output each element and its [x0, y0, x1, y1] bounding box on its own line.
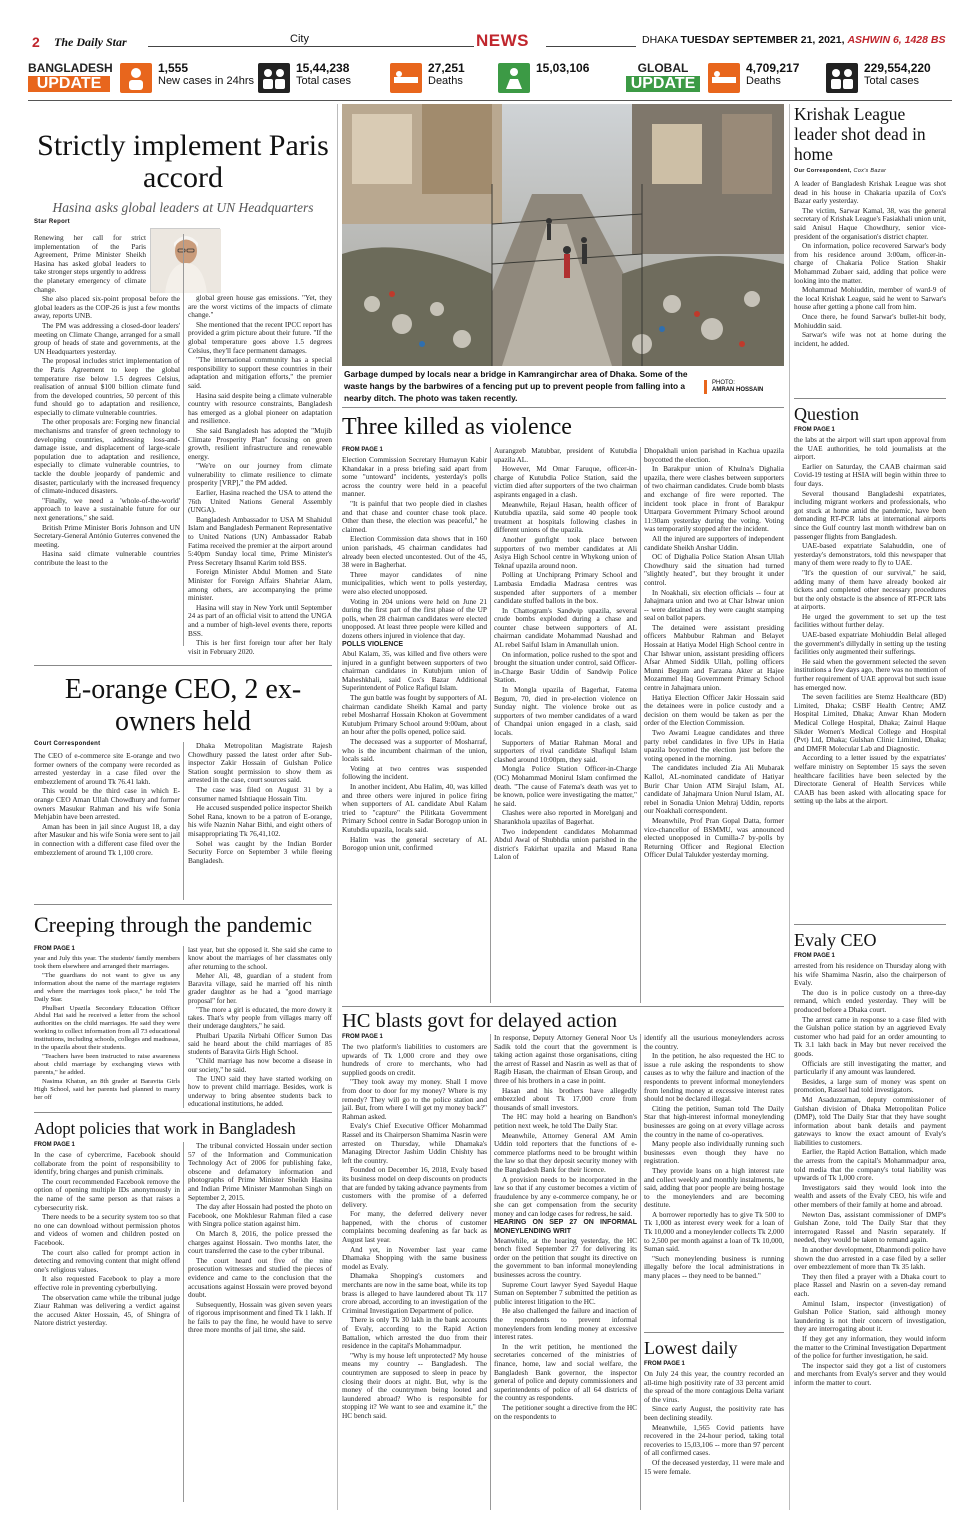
- three-killed-para: Halim was the general secretary of AL Borogop union unit, confirmed: [342, 834, 487, 853]
- question-para: UAE-based expatriate Mohiuddin Belal alleged the government's dillydally in setting up the testing facilities only augmented their sufferings.: [794, 630, 946, 657]
- three-killed-divider-1: [490, 447, 491, 1003]
- question-para: the labs at the airport will start upon approval from the UAE authorities, he told journalists at the airport.: [794, 435, 946, 462]
- hc-para: A borrower reportedly has to give Tk 500 to Tk 1,000 as interest every week for a loan of Tk 10,000 and a moneylender collects Tk 2,000 to 2,500 per month against a loan of Tk 10,000, Suman said.: [644, 1209, 784, 1254]
- adopt-para: Subsequently, Hossain was given seven years of rigorous imprisonment and fined Tk 1 lakh. If he fails to pay the fine, he would have to serve three more months of jail time, she said.: [188, 1299, 332, 1335]
- photo-caption: Garbage dumped by locals near a bridge in Kamrangirchar area of Dhaka. Some of the waste hangs by the barbwires of a fencing put up to prevent people from falling into a nearby ditch. The photo was taken recently.: [344, 369, 688, 403]
- global-cases-icon: [826, 63, 858, 93]
- three-killed-para: Meanwhile, Prof Pran Gopal Datta, former vice-chancellor of BSMMU, was announced elected unopposed in Cumilla-7 by-polls by Returning Officer and Regional Election Officer Dulal Talukder yesterday morning.: [644, 815, 784, 860]
- adopt-para: There needs to be a security system too so that no one can download without permission photos and videos of women and children posted on Facebook.: [34, 1212, 180, 1247]
- three-killed-para: The deceased was a supporter of Mosharraf, who is the incumbent chairman of the union, locals said.: [342, 737, 487, 764]
- question-para: He said when the government selected the seven institutions a few days ago, there was no mention of further requirement of UAE approval but such issue has emerged now.: [794, 656, 946, 692]
- creeping-col-divider: [183, 946, 184, 1108]
- three-killed-para: Two Awami League candidates and three party rebel candidates in five UPs in Hatia upazila boycotted the election just before the voting opened in the morning.: [644, 728, 784, 763]
- header-rule-left: [148, 46, 474, 47]
- evaly-para: The arrest came in response to a case filed with the Gulshan police station by an aggrieved Evaly customer who had paid for an order amounting to Tk 3.1 lakh back in May but never received the goods.: [794, 1014, 946, 1058]
- column-divider-right: [789, 104, 790, 1510]
- evaly-para: Investigators said they would look into the wealth and assets of the Evaly CEO, his wife and other members of their family at home and abroad.: [794, 1182, 946, 1210]
- creeping-col-2: [188, 946, 332, 1109]
- eorange-para: He accused suspended police inspector Sheikh Sohel Rana, known to be a patron of E-orange, his wife Naznin Nahar Bithi, and eight others of misappropriating Tk 76,41,102.: [188, 803, 332, 838]
- adopt-col-1: [34, 1151, 180, 1329]
- section-name: City: [290, 33, 309, 45]
- three-killed-para: Clashes were also reported in Morelganj and Sharankhola upazilas of Bagerhat.: [494, 808, 637, 826]
- column-divider-main: [337, 104, 338, 1510]
- three-killed-para: In Barakpur union of Khulna's Dighalia upazila, there were clashes between supporters of two chairman candidates. Crude bomb blasts and exchange of fire were reported. The incident took place in front of Barakpur Uttarpara Government Primary School around 11:30am yesterday during the voting. Voting was temporarily stopped after the incident.: [644, 464, 784, 534]
- question-headline: Question: [794, 404, 859, 424]
- evaly-para: arrested from his residence on Thursday along with his wife Shamima Nasrin, also the chairperson of Evaly.: [794, 961, 946, 988]
- hc-col-1: [342, 1043, 487, 1422]
- three-killed-col-3: [644, 447, 784, 861]
- hc-para: "They took away my money. Shall I move from door to door for my money? Where is my remedy? They will go to the police station and jail. But, from where I will get my money back?" Rahman asked.: [342, 1077, 487, 1121]
- dateline-date: TUESDAY SEPTEMBER 21, 2021,: [680, 34, 845, 46]
- adopt-para: The tribunal convicted Hossain under section 57 of the Information and Communication Technology Act of 2006 for publishing fake, obscene and defamatory information and photographs of Prime Minister Sheikh Hasina and Indian Prime Minister Manmohan Singh on September 2, 2015.: [188, 1141, 332, 1202]
- stat-total-cases: [296, 62, 351, 88]
- lowest-para: Since early August, the positivity rate has been declining steadily.: [644, 1404, 784, 1422]
- bd-label-1: BANGLADESH: [28, 61, 113, 75]
- paris-para: Foreign Minister Abdul Momen and State Minister for Foreign Affairs Shahriar Alam, among others, are accompanying the prime minister.: [188, 567, 332, 603]
- question-from-page: FROM PAGE 1: [794, 427, 835, 433]
- eorange-headline: E-orange CEO, 2 ex-owners held: [64, 674, 302, 737]
- three-killed-para: Voting at two centres was suspended following the incident.: [342, 763, 487, 782]
- hc-para: Dhamaka Shopping's customers and merchants are now in the same boat, while its top brass is alleged to have laundered about Tk 117 crore abroad, according to an investigation of the Criminal Investigation Department of police.: [342, 1271, 487, 1315]
- paris-byline: Star Report: [34, 219, 70, 225]
- creeping-para: "The more a girl is educated, the more dowry it takes. That's why people from villages marry off their underage daughters," he said.: [188, 1005, 332, 1031]
- three-killed-para: Hatiya Election Officer Jakir Hossain said the detainees were in police custody and a decision on them would be taken as per the order of the Election Commission.: [644, 692, 784, 728]
- paris-para: "Finally, we need a 'whole-of-the-world' approach to leave a sustainable future for our next generations," she said.: [34, 495, 180, 522]
- section-rule: [34, 665, 332, 666]
- adopt-para: On March 8, 2016, the police pressed the charges against Hossain. Two months later, the court transferred the case to the cyber tribunal.: [188, 1228, 332, 1256]
- paris-deck: Hasina asks global leaders at UN Headquarters: [52, 200, 314, 215]
- adopt-para: The day after Hossain had posted the photo on Facebook, one Mokhlesur Rahman filed a case with Singra police station against him.: [188, 1202, 332, 1229]
- section-rule: [34, 904, 332, 905]
- krishak-para: A leader of Bangladesh Krishak League was shot dead in his house in Chakaria upazila of Cox's Bazar early yesterday.: [794, 179, 946, 206]
- adopt-col-2: [188, 1142, 332, 1336]
- stat-global-deaths-label: Deaths: [746, 75, 781, 87]
- gl-label-2: UPDATE: [626, 76, 700, 92]
- eorange-para: The CEO of e-commerce site E-orange and two former owners of the company were recorded as arrested yesterday in a case filed over the embezzlement of around Tk 76.41 lakh.: [34, 751, 180, 786]
- paris-para: The PM was addressing a closed-door leaders' meeting on Climate Change, arranged for a small group of heads of state and governments, at the UN Headquarters yesterday.: [34, 320, 180, 356]
- question-para: Several thousand Bangladeshi expatriates, including migrant workers and professionals, who got stuck at home amid the pandemic, have been demanding RT-PCR labs at international airports since the Gulf country last month withdrew ban on passenger flights from Bangladesh.: [794, 488, 946, 541]
- dateline-bangla: ASHWIN 6, 1428 BS: [847, 34, 946, 46]
- paris-para: This is her first foreign tour after her Italy visit in February 2020.: [188, 638, 332, 656]
- question-para: According to a letter issued by the expatriates' welfare ministry on September 15 says the seven healthcare facilities have been selected by the Directorate General of Health Services while CAAB has been asked with allocating space for setting up the labs at the airport.: [794, 753, 946, 806]
- section-rule: [342, 407, 784, 408]
- hc-para: There is only Tk 30 lakh in the bank accounts of Evaly, according to the Rapid Action Battalion, which arrested the duo from their residence in the capital's Mohammadpur.: [342, 1315, 487, 1351]
- paris-para: Bangladesh Ambassador to USA M Shahidul Islam and Bangladesh Permanent Representative to United Nations (UN) Ambassador Rabab Fatima received the premier at the airport around 5:40pm Sunday local time, Prime Minister's Press Secretary Ihsanul Karim told BSS.: [188, 514, 332, 567]
- three-killed-divider-2: [640, 447, 641, 1003]
- bd-label-2: UPDATE: [28, 76, 110, 92]
- krishak-headline: Krishak League leader shot dead in home: [794, 104, 926, 164]
- adopt-para: The observation came while the tribunal judge Ziaur Rahman was delivering a verdict against the accused Akter Hossain, 45, of Shingra of Natore district yesterday.: [34, 1292, 180, 1328]
- eorange-col-2: [188, 742, 332, 866]
- hearing-subhead: HEARING ON SEP 27 ON INFORMAL MONEYLENDING WRIT: [494, 1219, 637, 1236]
- hc-para: identify all the usurious moneylenders across the country.: [644, 1033, 784, 1051]
- three-killed-para: Aurangzeb Matubbar, president of Kutubdia upazila AL.: [494, 446, 637, 464]
- dateline: [642, 34, 946, 46]
- hc-para: Many people also individually running such businesses even though they have no registration.: [644, 1139, 784, 1166]
- section-rule: [794, 398, 946, 399]
- three-killed-para: Dhopakhali union parishad in Kachua upazila boycotted the election.: [644, 446, 784, 464]
- paris-para: "The international community has a special responsibility to support these countries in their adaptation and mitigation efforts," the premier said.: [188, 355, 332, 390]
- paris-para: global green house gas emissions. "Yet, they are the worst victims of the impacts of climate change.": [188, 293, 332, 320]
- three-killed-para: However, Md Omar Faruque, officer-in-charge of Kutubdia Police Station, said the victim died after supporters of the two chairman aspirants engaged in a clash.: [494, 464, 637, 499]
- creeping-para: last year, but she opposed it. She said she came to know about the marriages of her classmates only after returning to the school.: [188, 946, 332, 971]
- hc-para: For many, the deferred delivery never happened, with the chorus of customer complaints becoming deafening as far back as August last year.: [342, 1209, 487, 1245]
- three-killed-para: In Chattogram's Sandwip upazila, several crude bombs exploded during a chase and counter chase between supporters of AL chairman candidate Mohammad Naushad and AL rebel Saiful Islam in Amanullah union.: [494, 605, 637, 650]
- three-killed-para: The gun battle was fought by supporters of AL chairman candidate Sheikh Kamal and party rebel Mosharraf Hossain Khokon at Government Kutubjum Primary School around 9:00am, about an hour after the polls opened, police said.: [342, 693, 487, 737]
- evaly-headline: Evaly CEO: [794, 930, 877, 950]
- stat-total-cases-label: Total cases: [296, 75, 352, 87]
- section-rule: [794, 924, 946, 925]
- evaly-para: Md Asaduzzaman, deputy commissioner of Gulshan division of Dhaka Metropolitan Police (DMP), told The Daily Star that they have sought information about bank details and payment gateways to know the exact amount of Evaly's liabilities to customers.: [794, 1094, 946, 1147]
- adopt-para: The court recommended Facebook remove the option of opening multiple IDs anonymously in the name of the same person as that raises a cybersecurity risk.: [34, 1176, 180, 1212]
- lowest-para: Meanwhile, 1,565 Covid patients have recovered in the 24-hour period, taking total recoveries to 15,03,106 -- more than 97 percent of all confirmed cases.: [644, 1422, 784, 1458]
- eorange-col-divider: [183, 742, 184, 900]
- hc-para: Citing the petition, Suman told The Daily Star that high-interest informal moneylending businesses are going on at every village across the country in the name of co-operatives.: [644, 1103, 784, 1139]
- three-killed-para: Mongla Police Station Officer-in-Charge (OC) Mohammad Monirul Islam confirmed the death. "The cause of Fatema's death was yet to be known, police were investigating the matter," he said.: [494, 764, 637, 808]
- global-update-label: [626, 60, 700, 96]
- evaly-para: Earlier, the Rapid Action Battalion, which made the arrests from the capital's Mohammadpur area, told media that the company's total liability was upwards of Tk 1,000 crore.: [794, 1147, 946, 1183]
- section-rule: [342, 1006, 784, 1007]
- evaly-from-page: FROM PAGE 1: [794, 953, 835, 959]
- photo-credit-label: PHOTO:: [712, 380, 735, 386]
- adopt-from-page: FROM PAGE 1: [34, 1142, 75, 1148]
- hc-para: He also challenged the failure and inaction of the respondents to prevent informal moneylenders from lending money at excessive interest rates.: [494, 1306, 637, 1342]
- stat-global-cases-value: 229,554,220: [864, 61, 931, 75]
- krishak-byline-a: Our Correspondent,: [794, 168, 852, 174]
- krishak-para: Sarwar's wife was not at home during the incident, he added.: [794, 330, 946, 348]
- creeping-para: "Child marriage has now become a disease in our society," he said.: [188, 1057, 332, 1074]
- stat-new-cases-label: New cases in 24hrs: [158, 75, 254, 87]
- adopt-para: The court heard out five of the nine prosecution witnesses and studied the pieces of evidence and came to the conclusion that the accusations against Hossain were proved beyond doubt.: [188, 1255, 332, 1300]
- eorange-para: This would be the third case in which E-orange CEO Aman Ullah Chowdhury and former owners Masukur Rahman and his wife Sonia Mehjabin have been arrested.: [34, 786, 180, 822]
- paris-para: Renewing her call for strict implementation of the Paris Agreement, Prime Minister Sheikh Hasina has asked global leaders to take stronger steps urgently to address the planetary emergency of climate change.: [34, 233, 146, 294]
- three-killed-para: The detained were assistant presiding officers Mahbubur Rahman and Belayet Hossain at Hatiya Model High School centre in Char Ishwar union, assistant presiding officers Afsar Ahmed Siddik Ullah, polling officers Munni Begum and Farzana Akter at Hajee Mozammel Haq Government Primary School centre in Jahajmara union.: [644, 622, 784, 693]
- hc-para: They provide loans on a high interest rate and collect weekly and monthly instalments, he said, adding that poor people are being hostage to the moneylenders and are becoming destitute.: [644, 1165, 784, 1210]
- paris-col-2: [188, 294, 332, 657]
- paris-para: Earlier, Hasina reached the USA to attend the 76th United Nations General Assembly (UNGA).: [188, 488, 332, 515]
- krishak-para: The victim, Sarwar Kamal, 38, was the general secretary of Krishak League's Fasiakhali union unit, said Anisul Haque Chowdhury, senior vice-president of the organisation's district chapter.: [794, 205, 946, 241]
- question-para: UAE-based expatriate Salahuddin, one of yesterday's demonstrators, told this newspaper that many of them were ready to fly to UAE.: [794, 541, 946, 568]
- header-rule-right: [546, 46, 636, 47]
- stat-deaths-label: Deaths: [428, 75, 463, 87]
- three-killed-para: "It is painful that two people died in clashes and that chase and counter chase took place. Other than these, the election was peaceful," he claimed.: [342, 498, 487, 534]
- three-killed-para: Voting in 204 unions were held on June 21 during the first part of the first phase of the UP polls, when 28 chairman candidates were elected unopposed. At least three people were killed and dozens others injured in violence that day.: [342, 596, 487, 640]
- paris-para: The proposal includes strict implementation of the Paris Agreement to keep the global temperature rise below 1.5 degrees Celsius, realisation of annual $100 billion climate fund from the developed countries, 50 percent of this fund should go to adaptation and resilience, especially to climate vulnerable countries.: [34, 356, 180, 417]
- hc-para: In response, Deputy Attorney General Noor Us Sadik told the court that the government is taking action against those organisations, citing the arrest of Rassel and Nasrin as well as that of Ragib Hasan, the chairman of Ehsan Group, and three of his brothers in a case in point.: [494, 1033, 637, 1085]
- recoveries-icon: [498, 63, 530, 93]
- krishak-byline-b: Cox's Bazar: [853, 168, 887, 174]
- paris-para: She mentioned that the recent IPCC report has provided a grim picture about their future. "If the global temperature goes above 1.5 degrees Celsius, they'll face permanent damages.: [188, 319, 332, 355]
- creeping-para: Phulbari Upazila Secondary Education Officer Abdul Hai said he received a letter from the school authorities on the child marriages. He said they were working to collect information from all 73 educational institutions, including schools, colleges and madrasas, in the upazila about their students.: [34, 1004, 180, 1052]
- dateline-place: DHAKA: [642, 34, 678, 46]
- photo-credit-name: AMRAN HOSSAIN: [712, 387, 764, 393]
- creeping-headline: Creeping through the pandemic: [34, 912, 312, 937]
- stat-recoveries: [536, 62, 589, 75]
- eorange-para: Sohel was caught by the Indian Border Security Force on September 3 while fleeing Bangladesh.: [188, 838, 332, 865]
- krishak-para: Mohammad Mohiuddin, member of ward-9 of the local Krishak League, said he went to Sarwar's house after getting a phone call from him.: [794, 285, 946, 312]
- new-cases-icon: [120, 63, 152, 93]
- three-killed-para: All the injured are supporters of independent candidate Sheikh Anshar Uddin.: [644, 533, 784, 552]
- page-header: [28, 32, 952, 54]
- garbage-photo: [342, 104, 784, 366]
- hc-para: Meanwhile, at the hearing yesterday, the HC bench fixed September 27 for delivering its order on the petition that sought its directive on the government to ban informal moneylending businesses across the country.: [494, 1235, 637, 1280]
- stat-global-deaths-value: 4,709,217: [746, 61, 800, 75]
- three-killed-para: Polling at Unchiprang Primary School and Lambasia Emdadia Madrasa centres was suspended after supporters of a member candidate stuffed ballots in the box.: [494, 570, 637, 606]
- stat-new-cases: [158, 62, 254, 88]
- three-killed-headline: Three killed as violence: [342, 414, 572, 440]
- stat-deaths-value: 27,251: [428, 61, 465, 75]
- evaly-para: The inspector said they got a list of customers and merchants from Evaly's server and they would inform the matter to court.: [794, 1360, 946, 1387]
- stat-global-cases: [864, 62, 931, 88]
- eorange-byline: Court Correspondent: [34, 741, 101, 747]
- hc-para: In the petition, he also requested the HC to issue a rule asking the respondents to show causes as to why the failure and inaction of the respondents to prevent informal moneylenders from lending money at excessive interest rates should not be declared illegal.: [644, 1051, 784, 1104]
- three-killed-para: Meanwhile, Rejaul Hasan, health officer of Kutubdia upazila, said some 40 people took treatment at hospitals following clashes in different unions of the upazila.: [494, 499, 637, 535]
- three-killed-col-2: [494, 447, 637, 863]
- photo-credit-bar: [704, 380, 707, 394]
- evaly-para: Besides, a large sum of money was spent on promotion, Rassel had told investigators.: [794, 1076, 946, 1095]
- question-para: The seven facilities are Stemz Healthcare (BD) Limited, Dhaka; CSBF Health Centre; AMZ Hospital Limited, Dhaka; Anwar Khan Modern Medical College Hospital, Dhaka; Zainul Haque Sikder Women's Medical College and Hospital (Pvt) Ltd, Dhaka; Gulshan Clinic Limited, Dhaka; and DMFR Molecular Lab and Diagnostic.: [794, 692, 946, 753]
- hc-para: The petitioner sought a directive from the HC on the respondents to: [494, 1402, 637, 1421]
- hc-para: The two platform's liabilities to customers are upwards of Tk 1,000 crore and they owe hundreds of crore to merchants, who had supplied goods on credit.: [342, 1042, 487, 1077]
- masthead-logo: The Daily Star: [54, 35, 127, 49]
- paris-para: British Prime Minister Boris Johnson and UN Secretary-General António Guterres convened the meeting.: [34, 522, 180, 549]
- three-killed-para: Two independent candidates Mohammad Abdul Awal of Shubhdia union parished in the district's Fakirhat upazila and Masud Rana Lalon of: [494, 826, 637, 862]
- photo-credit: [712, 380, 763, 394]
- krishak-para: On information, police recovered Sarwar's body from his residence around 3:00am, officer-in-charge of Chakaria Police Station Shakir Mohammad Zubaer said, adding that police were looking into the matter.: [794, 241, 946, 285]
- three-killed-from-page: FROM PAGE 1: [342, 447, 383, 453]
- evaly-para: They then filed a prayer with a Dhaka court to place Rassel and Nasrin on a seven-day remand each.: [794, 1271, 946, 1298]
- paris-para: Hasina said climate vulnerable countries contribute the least to the: [34, 549, 180, 567]
- adopt-headline: Adopt policies that work in Bangladesh: [34, 1119, 296, 1138]
- gl-label-1: GLOBAL: [637, 61, 689, 75]
- stat-total-cases-value: 15,44,238: [296, 61, 350, 75]
- stat-recoveries-value: 15,03,106: [536, 61, 590, 75]
- creeping-para: year and July this year. The students' family members took them elsewhere and arranged their marriages.: [34, 955, 180, 970]
- evaly-para: Officials are still investigating the matter, and particularly if any amount was laundered.: [794, 1058, 946, 1077]
- creeping-para: "The guardians do not want to give us any information about the name of the marriage registers and where the marriages took place," he told The Daily Star.: [34, 971, 180, 1003]
- hc-para: "Why is my house left unprotected? My house means my country -- Bangladesh. The countrymen are supposed to sleep in peace by closing their doors at night. But, why is the money of the countrymen being looted and laundered abroad? Who is responsible for stopping it? We want to see and examine it," the HC bench said.: [342, 1350, 487, 1420]
- three-killed-para: Election Commission data shows that in 160 union parishads, 45 chairman candidates had already been elected uncontested. Out of the 45, 38 were in Bagherhat.: [342, 534, 487, 570]
- eorange-para: The case was filed on August 31 by a consumer named Ishtiaque Hossain Titu.: [188, 784, 332, 803]
- three-killed-col-1: [342, 456, 487, 854]
- evaly-col: [794, 962, 946, 1389]
- creeping-col-1: [34, 955, 180, 1103]
- hc-divider-2: [640, 1034, 641, 1510]
- lowest-para: On July 24 this year, the country recorded an all-time high positivity rate of 33 percent amid the spread of the more contagious Delta variant of the virus.: [644, 1369, 784, 1404]
- lowest-col: [644, 1370, 784, 1477]
- question-para: Earlier on Saturday, the CAAB chairman said Covid-19 testing at HSIA will begin within three to four days.: [794, 461, 946, 488]
- hc-col-3: [644, 1034, 784, 1282]
- three-killed-para: Another gunfight took place between supporters of two member candidates at Ali Asiya High School centre in Whykong union of Teknaf upazila around noon.: [494, 534, 637, 570]
- three-killed-para: Abul Kalam, 35, was killed and five others were injured in a gunfight between supporters of two chairman candidates in Kutubjum union of Maheshkhali, said Cox's Bazar Additional Superintendent of Police Rafiqul Islam.: [342, 649, 487, 693]
- creeping-para: Meher Ali, 48, guardian of a student from Baravita village, said he married off his ninth grader daughter as he had a "good marriage proposal" for her.: [188, 971, 332, 1005]
- hc-para: Hasan and his brothers have allegedly embezzled about Tk 17,000 crore from thousands of small investors.: [494, 1085, 637, 1112]
- hc-para: And yet, in November last year came Dhamaka Shopping with the same business model as Evaly.: [342, 1244, 487, 1271]
- three-killed-para: Supporters of Matiar Rahman Moral and supporters of rival candidate Shafiqul Islam clashed around 10:00pm, they said.: [494, 737, 637, 764]
- hc-headline: HC blasts govt for delayed action: [342, 1010, 617, 1032]
- krishak-para: Once there, he found Sarwar's bullet-hit body, Mohiuddin said.: [794, 311, 946, 330]
- paris-para: Hasina said despite being a climate vulnerable country with resource constraints, Bangladesh has emerged as a global pioneer on adaptation and resilience.: [188, 390, 332, 426]
- total-cases-icon: [258, 63, 290, 93]
- creeping-para: "Teachers have been instructed to raise awareness about child marriage by exchanging views with parents," he added.: [34, 1053, 180, 1076]
- three-killed-para: On information, police rushed to the spot and brought the situation under control, said Officer-in-Charge Basir Uddin of Sandwip Police Station.: [494, 649, 637, 685]
- hc-para: Meanwhile, Attorney General AM Amin Uddin told reporters that the functions of e-commerce platforms need to be brought within the law so that they deposit security money with the Bangladesh Bank for their licence.: [494, 1130, 637, 1174]
- question-para: "It's the question of our survival," he said, adding many of them have already booked air tickets and completed other necessary procedures but the only obstacle is the absence of RT-PCR labs at airports.: [794, 567, 946, 612]
- evaly-para: Aminul Islam, inspector (investigation) of Gulshan Police Station, said although money laundering is not their concern of investigation, they are interrogating about it.: [794, 1298, 946, 1334]
- section-title: NEWS: [476, 31, 529, 50]
- hc-para: Founded on December 16, 2018, Evaly based its business model on deep discounts on products that are funded by taking advance payments from customers with the promise of a deferred delivery.: [342, 1165, 487, 1209]
- eorange-para: Aman has been in jail since August 18, a day after Masukur and his wife Sonia were sent to jail in connection with a different case filed over the embezzlement of around Tk 1,100 crore.: [34, 821, 180, 857]
- paris-para: "We're on our journey from climate vulnerability to climate resilience to climate prosperity [VRP]," the PM added.: [188, 461, 332, 488]
- hc-para: A provision needs to be incorporated in the law so that if any customer becomes a victim of fraudulence by any e-commerce company, he or she can get compensation from the security money and can lodge cases for redress, he said.: [494, 1174, 637, 1218]
- three-killed-para: In another incident, Abu Halim, 40, was killed and three others were injured in police firing when supporters of AL candidate Abul Kalam tried to "capture" the Pilitkata Government Primary School centre in Sadar Borogop union in Kutubdia upazila, locals said.: [342, 781, 487, 834]
- evaly-para: If they get any information, they would inform the matter to the Criminal Investigation Department of the police for further investigation, he said.: [794, 1333, 946, 1361]
- bangladesh-update-label: [28, 60, 113, 96]
- evaly-para: In another development, Dhanmondi police have shown the duo arrested in a case filed by a seller over embezzlement of more than Tk 35 lakh.: [794, 1245, 946, 1272]
- page-number: 2: [32, 34, 40, 50]
- section-rule: [644, 1332, 784, 1333]
- creeping-from-page: FROM PAGE 1: [34, 946, 75, 952]
- hc-divider-1: [490, 1034, 491, 1510]
- stat-global-deaths: [746, 62, 799, 88]
- question-col: [794, 436, 946, 807]
- three-killed-para: Election Commission Secretary Humayun Kabir Khandakar in a press briefing said apart from some "untoward" incidents, yesterday's polls across the country were held in a peaceful manner.: [342, 455, 487, 499]
- paris-para: Hasina will stay in New York until September 24 as part of an official visit to attend the UNGA and a number of high-level events there, reports BSS.: [188, 602, 332, 638]
- evaly-para: The duo is in police custody on a three-day remand, which ended yesterday. They will be produced before a Dhaka court.: [794, 987, 946, 1014]
- paris-col-1: [34, 234, 180, 569]
- section-rule: [34, 1112, 332, 1113]
- global-deaths-icon: [708, 63, 740, 93]
- stat-deaths: [428, 62, 465, 88]
- covid-bar-bottom-rule: [28, 100, 952, 101]
- polls-violence-subhead: POLLS VIOLENCE: [342, 641, 404, 649]
- adopt-para: In the case of cybercrime, Facebook should collaborate from the point of responsibility to identify, bring charges and punish criminals.: [34, 1150, 180, 1177]
- hc-para: Supreme Court lawyer Syed Sayedul Haque Suman on September 7 submitted the petition as public interest litigation to the HC.: [494, 1279, 637, 1306]
- stat-new-cases-value: 1,555: [158, 61, 189, 75]
- hc-col-2: [494, 1034, 637, 1422]
- krishak-col: [794, 180, 946, 349]
- three-killed-para: In Noakhali, six election officials -- four at Jahajmara union and two at Char Ishwar union -- were detained as they were caught stamping seal on ballot papers.: [644, 587, 784, 623]
- creeping-para: The UNO said they have started working on how to prevent child marriage. Besides, work is underway to bring absentee students back to educational institutions, he added.: [188, 1074, 332, 1108]
- question-para: He urged the government to set up the test facilities without further delay.: [794, 611, 946, 630]
- stat-global-cases-label: Total cases: [864, 75, 920, 87]
- krishak-byline: [794, 168, 886, 174]
- adopt-para: The court also called for prompt action in detecting and removing content that might offend one's religious values.: [34, 1247, 180, 1274]
- three-killed-para: OC of Dighalia Police Station Ahsan Ullah Chowdhury said the situation had turned "slightly heated", but they brought it under control.: [644, 552, 784, 587]
- three-killed-para: Three mayor candidates of nine municipalities, which went to polls yesterday, were also elected unopposed.: [342, 569, 487, 596]
- evaly-para: Newton Das, assistant commissioner of DMP's Gulshan Zone, told The Daily Star that they interrogated Rassel and Nasrin separately. If needed, they would be taken to remand again.: [794, 1209, 946, 1245]
- three-killed-para: The candidates included Zia Ali Mubarak Kallol, AL-nominated candidate of Hatiyar Burir Char Union ATM Sirajul Islam, AL candidate of Jahajmara Union Nurul Islam, AL rebel in Sonadia Union Mehraj Uddin, reports our Noakhali correspondent.: [644, 763, 784, 816]
- lowest-para: Of the deceased yesterday, 11 were male and 15 were female.: [644, 1457, 784, 1476]
- creeping-para: Phulbari Upazila Nirbahi Officer Sumon Das said he heard about the child marriages of 85 students of Baravita Girls High School.: [188, 1031, 332, 1057]
- hc-para: In the writ petition, he mentioned the secretaries concerned of the ministries of finance, home, law and social welfare, the Bangladesh Bank governor, the inspector general of police and deputy commissioners and superintendents of police of all 64 districts of the country as respondents.: [494, 1341, 637, 1403]
- lowest-headline: Lowest daily: [644, 1338, 738, 1358]
- hc-para: "Such moneylending business is running illegally before the local administrations in many places -- they need to be banned.": [644, 1253, 784, 1281]
- creeping-para: Nasima Khatun, an 8th grader at Baravita Girls High School, said her parents had planned to marry her off: [34, 1077, 180, 1101]
- hc-para: Evaly's Chief Executive Officer Mohammad Rassel and its Chairperson Shamima Nasrin were arrested on Thursday, while Dhamaka's Managing Director Jashim Uddin Chishty has left the country.: [342, 1121, 487, 1165]
- paris-col-divider: [183, 234, 184, 646]
- paris-para: She also placed six-point proposal before the global leaders as the COP-26 is just a few months away, reports UNB.: [34, 294, 180, 321]
- paris-headline: Strictly implement Paris accord: [37, 129, 329, 194]
- deaths-icon: [390, 63, 422, 93]
- hc-para: The HC may hold a hearing on Bandhon's petition next week, he told The Daily Star.: [494, 1112, 637, 1130]
- paris-para: The other proposals are: Forging new financial mechanisms and transfer of green technology to developing countries, addressing loss-and-damage issue, and displacement of large-scale population due to adaptation and resilience, especially to climate vulnerable countries, to tackle the double jeopardy of pandemic and disaster, particularly with the increased frequency of climate-induced disasters.: [34, 417, 180, 496]
- eorange-para: Dhaka Metropolitan Magistrate Rajesh Chowdhury passed the latest order after Sub-inspector Zakir Hossain of Gulshan Police Station sought permission to show them as arrested in the case, court sources said.: [188, 741, 332, 785]
- hc-from-page: FROM PAGE 1: [342, 1034, 383, 1040]
- three-killed-para: In Mongla upazila of Bagerhat, Fatema Begum, 70, died in pre-election violence on Sunday night. The violence broke out as supporters of two member candidates of a ward of Chandpai union engaged in a clash, said locals.: [494, 685, 637, 737]
- lowest-from-page: FROM PAGE 1: [644, 1361, 685, 1367]
- adopt-col-divider: [183, 1142, 184, 1502]
- adopt-para: It also requested Facebook to play a more effective role in preventing cyberbullying.: [34, 1274, 180, 1292]
- paris-para: She said Bangladesh has adopted the "Mujib Climate Prosperity Plan" focusing on green growth, resilient infrastructure and renewable energy.: [188, 425, 332, 461]
- eorange-col-1: [34, 752, 180, 858]
